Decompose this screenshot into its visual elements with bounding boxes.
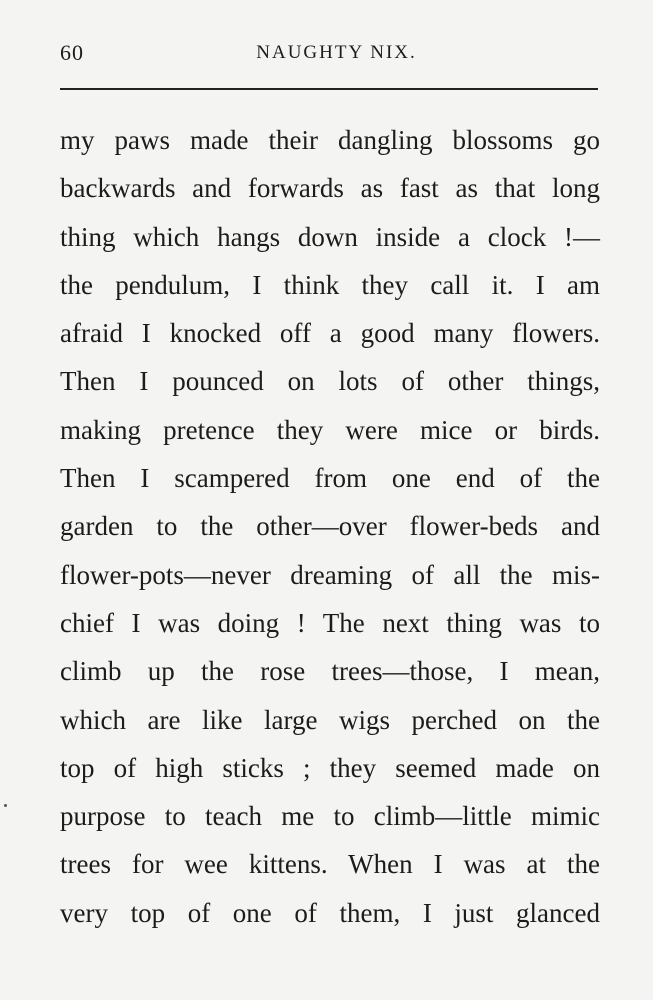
text-line: backwards and forwards as fast as that long bbox=[60, 173, 600, 204]
ink-speck bbox=[4, 804, 7, 807]
text-line: climb up the rose trees—those, I mean, bbox=[60, 656, 600, 687]
text-line: making pretence they were mice or birds. bbox=[60, 414, 600, 445]
text-line: top of high sticks ; they seemed made on bbox=[60, 752, 600, 783]
text-line: which are like large wigs perched on the bbox=[60, 704, 600, 735]
text-line: trees for wee kittens. When I was at the bbox=[60, 849, 600, 880]
body-text bbox=[60, 116, 600, 937]
text-line: my paws made their dangling blossoms go bbox=[60, 125, 600, 155]
text-line: afraid I knocked off a good many flowers. bbox=[60, 318, 600, 349]
text-line: chief I was doing ! The next thing was to bbox=[60, 607, 600, 638]
text-line: very top of one of them, I just glanced bbox=[60, 897, 600, 928]
text-line: thing which hangs down inside a clock !— bbox=[60, 221, 600, 252]
text-line: the pendulum, I think they call it. I am bbox=[60, 269, 600, 300]
page-number: 60 bbox=[60, 40, 84, 65]
text-line: garden to the other—over flower-beds and bbox=[60, 511, 600, 542]
text-line: Then I scampered from one end of the bbox=[60, 463, 600, 494]
running-title: NAUGHTY NIX. bbox=[256, 42, 417, 63]
text-line: flower-pots—never dreaming of all the mis- bbox=[60, 559, 600, 590]
text-line: purpose to teach me to climb—little mimic bbox=[60, 801, 600, 832]
text-line: Then I pounced on lots of other things, bbox=[60, 366, 600, 397]
header-rule bbox=[60, 88, 598, 90]
